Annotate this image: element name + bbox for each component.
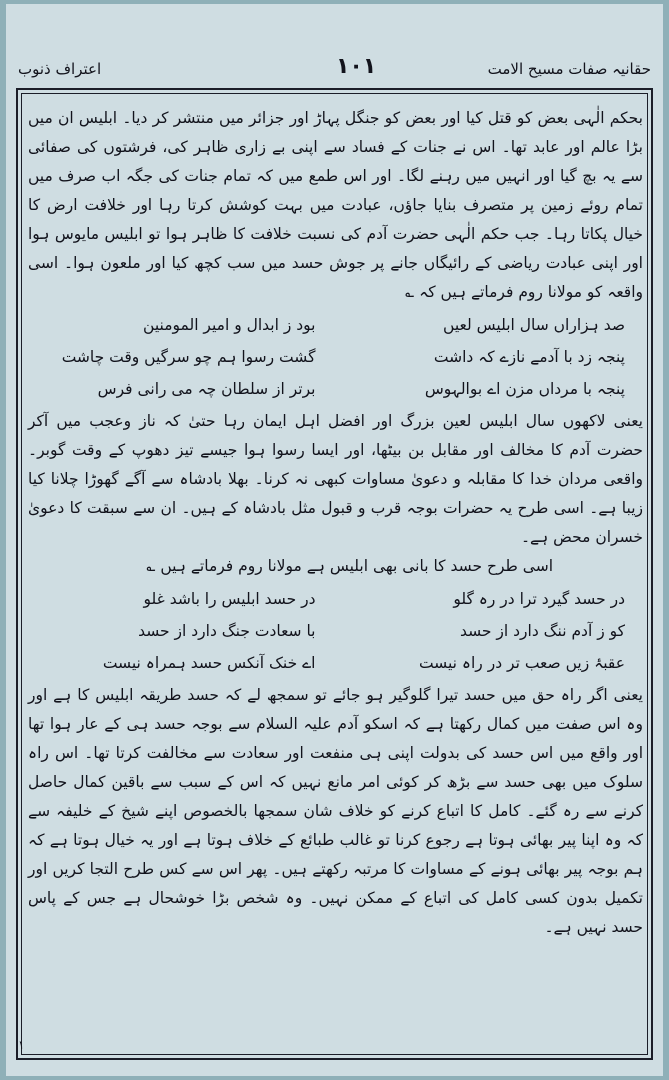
corner-mark: ۱	[18, 1038, 25, 1052]
book-page	[6, 4, 663, 1076]
verse-line: صد ہزاراں سال ابلیس لعیں	[443, 316, 625, 334]
verse-block	[46, 583, 625, 679]
verse-line: پنجہ زد با آدمے نازے کہ داشت	[433, 348, 625, 366]
verse-line: برتر از سلطان چہ می رانی فرس	[97, 380, 316, 398]
verse-line: گشت رسوا ہم چو سرگیں وقت چاشت	[61, 348, 316, 366]
verse-line: در حسد ابلیس را باشد غلو	[143, 590, 316, 608]
header-chapter-title: اعتراف ذنوب	[18, 60, 102, 78]
page-header	[18, 56, 651, 86]
paragraph: یعنی لاکھوں سال ابلیس لعین بزرگ اور افضل اہل ایمان رہا حتیٰ کہ ناز وعجب میں آکر حضرت آدم کا مخالف اور مقابل بن بیٹھا، اور ایسا رسوا ہوا جیسے تیز دھوپ کے وقت گوبر۔ واقعی مردان خدا کا مقابلہ و دعویٰ مساوات کبھی نہ کرنا۔ بھلا بادشاہ سے آگے گھوڑا چلانا کیا زیبا ہے۔ اسی طرح یہ حضرات بوجہ قرب و قبول مثل بادشاہ کے ہیں۔ ان سے سبقت کا دعویٰ خسران محض ہے۔	[28, 412, 643, 546]
verse-block	[46, 309, 625, 405]
verse-line: در حسد گیرد ترا در رہ گلو	[453, 590, 625, 608]
verse-line: پنجہ با مرداں مزن اے بوالہوس	[424, 380, 625, 398]
page-number: ۱۰۱	[336, 54, 377, 79]
paragraph: بحکم الٰہی بعض کو قتل کیا اور بعض کو جنگل پہاڑ اور جزائر میں منتشر کر دیا۔ ابلیس ان میں بڑا عالم اور عابد تھا۔ اس نے جنات کے فساد سے اپنی بے زاری ظاہر کی، فرشتوں کی صفائی سے یہ بچ گیا اور انہیں میں رہنے لگا۔ اور اس طمع میں کہ تمام جنات کی جگہ اب صرف میں تمام روئے زمین پر متصرف بنایا جاؤں، عبادت میں بہت کوشش کرتا رہا اور خلافت ارض کا خیال پکاتا رہا۔ جب حکم الٰہی حضرت آدم کی نسبت خلافت کا ظاہر ہوا تو ابلیس مایوس ہوا اور اپنی عبادت ریاضی کے رائیگاں جانے پر جوش حسد میں سب کچھ کیا اور ملعون ہوا۔ اسی واقعہ کو مولانا روم فرماتے ہیں کہ ؎	[28, 109, 643, 301]
verse-intro: اسی طرح حسد کا بانی بھی ابلیس ہے مولانا روم فرماتے ہیں ؎	[146, 557, 553, 575]
paragraph: یعنی اگر راہ حق میں حسد تیرا گلوگیر ہو جائے تو سمجھ لے کہ حسد طریقہ ابلیس کا ہے اور وہ اس صفت میں کمال رکھتا ہے کہ اسکو آدم علیہ السلام سے بوجہ حسد ہی کے عار ہوا تھا اور واقع میں اس حسد کی بدولت اپنی ہی منفعت اور سعادت سے مخالفت کرتا تھا۔ اس راہ سلوک میں بھی حسد سے بڑھ کر کوئی امر مانع نہیں کہ اس کے سبب سے باقین کمال حاصل کرنے سے رہ گئے۔ کامل کا اتباع کرنے کو خلاف شان سمجھا بالخصوص اپنے شیخ کے خلیفہ سے کہ وہ اپنا پیر بھائی ہوتا ہے رجوع کرنا تو غالب طبائع کے خلاف ہوتا ہے اور یہ خیال ہوتا ہے کہ ہم بوجہ پیر بھائی ہونے کے مساوات کا مرتبہ رکھتے ہیں۔ پھر اس سے کس طرح التجا کریں اور تکمیل بدون کسی کامل کی اتباع کے ممکن نہیں۔ وہ شخص بڑا خوشحال ہے جس کے پاس حسد نہیں ہے۔	[28, 686, 643, 936]
verse-line: با سعادت جنگ دارد از حسد	[138, 622, 316, 640]
verse-line: بود ز ابدال و امیر المومنین	[143, 316, 316, 334]
verse-line: کو ز آدم ننگ دارد از حسد	[459, 622, 625, 640]
header-book-title: حقانیہ صفات مسیح الامت	[487, 60, 651, 78]
page-body	[28, 104, 643, 942]
verse-line: عقبۂ زیں صعب تر در راہ نیست	[418, 654, 625, 672]
verse-line: اے خنک آنکس حسد ہمراہ نیست	[102, 654, 316, 672]
